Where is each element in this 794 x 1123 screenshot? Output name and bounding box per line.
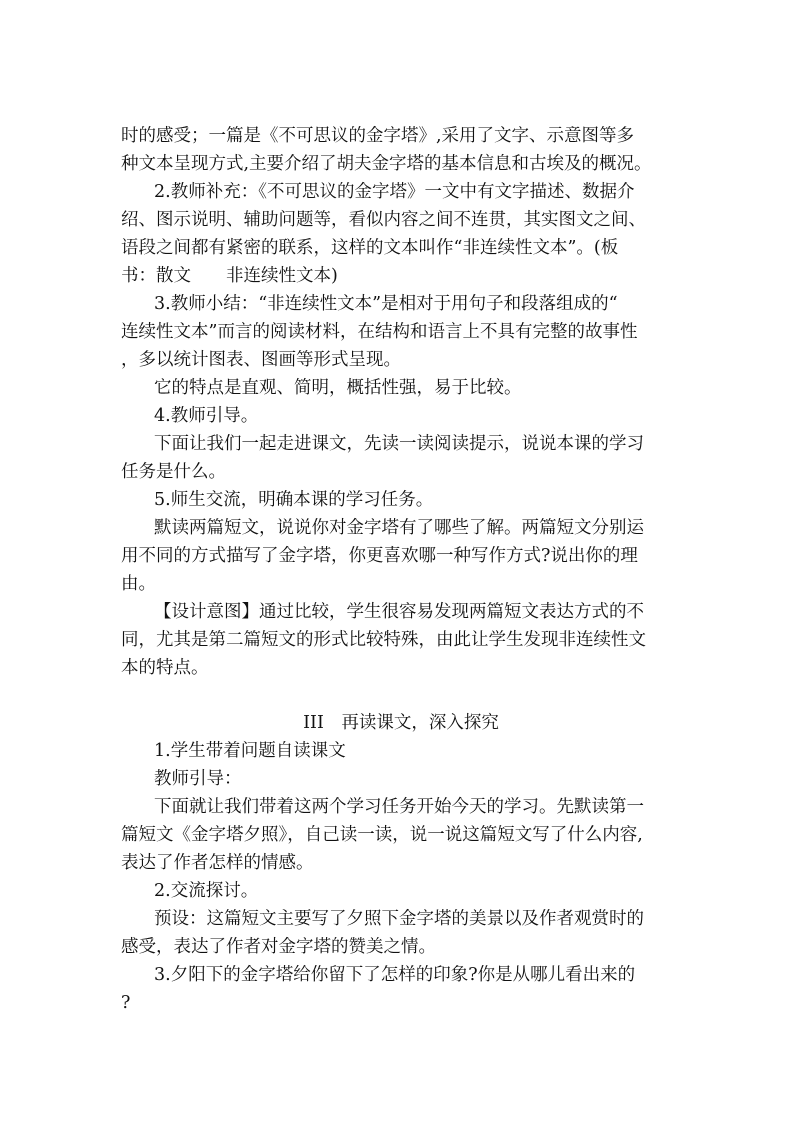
text-line: 任务是什么。 <box>121 462 226 482</box>
paragraph-block-1 <box>121 122 681 682</box>
text-line: 预设：这篇短文主要写了夕照下金字塔的美景以及作者观赏时的 <box>154 909 644 929</box>
text-line: 2.交流探讨。 <box>154 881 259 901</box>
paragraph-block-2 <box>121 737 681 1017</box>
text-line: 语段之间都有紧密的联系，这样的文本叫作“非连续性文本”。(板 <box>121 238 619 258</box>
text-line: 连续性文本”而言的阅读材料，在结构和语言上不具有完整的故事性 <box>121 322 638 342</box>
text-line: 时的感受；一篇是《不可思议的金字塔》,采用了文字、示意图等多 <box>121 126 635 146</box>
text-line: 书：散文 非连续性文本) <box>121 266 338 286</box>
section-gap <box>121 682 681 709</box>
text-line: 【设计意图】通过比较，学生很容易发现两篇短文表达方式的不 <box>154 602 644 622</box>
text-line: 1.学生带着问题自读课文 <box>154 741 346 761</box>
text-line: 同，尤其是第二篇短文的形式比较特殊，由此让学生发现非连续性文 <box>121 630 646 650</box>
text-line: 本的特点。 <box>121 658 209 678</box>
text-line: 默读两篇短文，说说你对金字塔有了哪些了解。两篇短文分别运 <box>154 518 644 538</box>
text-line: 下面就让我们带着这两个学习任务开始今天的学习。先默读第一 <box>154 797 644 817</box>
text-line: 表达了作者怎样的情感。 <box>121 853 314 873</box>
text-line: 由。 <box>121 574 156 594</box>
text-line: 3.夕阳下的金字塔给你留下了怎样的印象?你是从哪儿看出来的 <box>154 965 636 985</box>
text-line: 3.教师小结：“非连续性文本”是相对于用句子和段落组成的“ <box>154 294 618 314</box>
text-line: 用不同的方式描写了金字塔，你更喜欢哪一种写作方式?说出你的理 <box>121 546 638 566</box>
text-line: 种文本呈现方式,主要介绍了胡夫金字塔的基本信息和古埃及的概况。 <box>121 154 652 174</box>
text-line: 教师引导： <box>154 769 242 789</box>
text-line: 它的特点是直观、简明，概括性强，易于比较。 <box>154 378 522 398</box>
section-heading: III 再读课文，深入探究 <box>303 713 499 733</box>
document-body <box>121 122 681 1017</box>
text-line: 2.教师补充：《不可思议的金字塔》一文中有文字描述、数据介 <box>154 182 635 202</box>
text-line: 5.师生交流，明确本课的学习任务。 <box>154 490 434 510</box>
text-line: 4.教师引导。 <box>154 406 259 426</box>
text-line: 下面让我们一起走进课文，先读一读阅读提示，说说本课的学习 <box>154 434 644 454</box>
text-line: ? <box>121 993 131 1013</box>
text-line: ，多以统计图表、图画等形式呈现。 <box>121 350 401 370</box>
text-line: 感受，表达了作者对金字塔的赞美之情。 <box>121 937 436 957</box>
text-line: 绍、图示说明、辅助问题等，看似内容之间不连贯，其实图文之间、 <box>121 210 646 230</box>
text-line: 篇短文《金字塔夕照》，自己读一读，说一说这篇短文写了什么内容, <box>121 825 643 845</box>
